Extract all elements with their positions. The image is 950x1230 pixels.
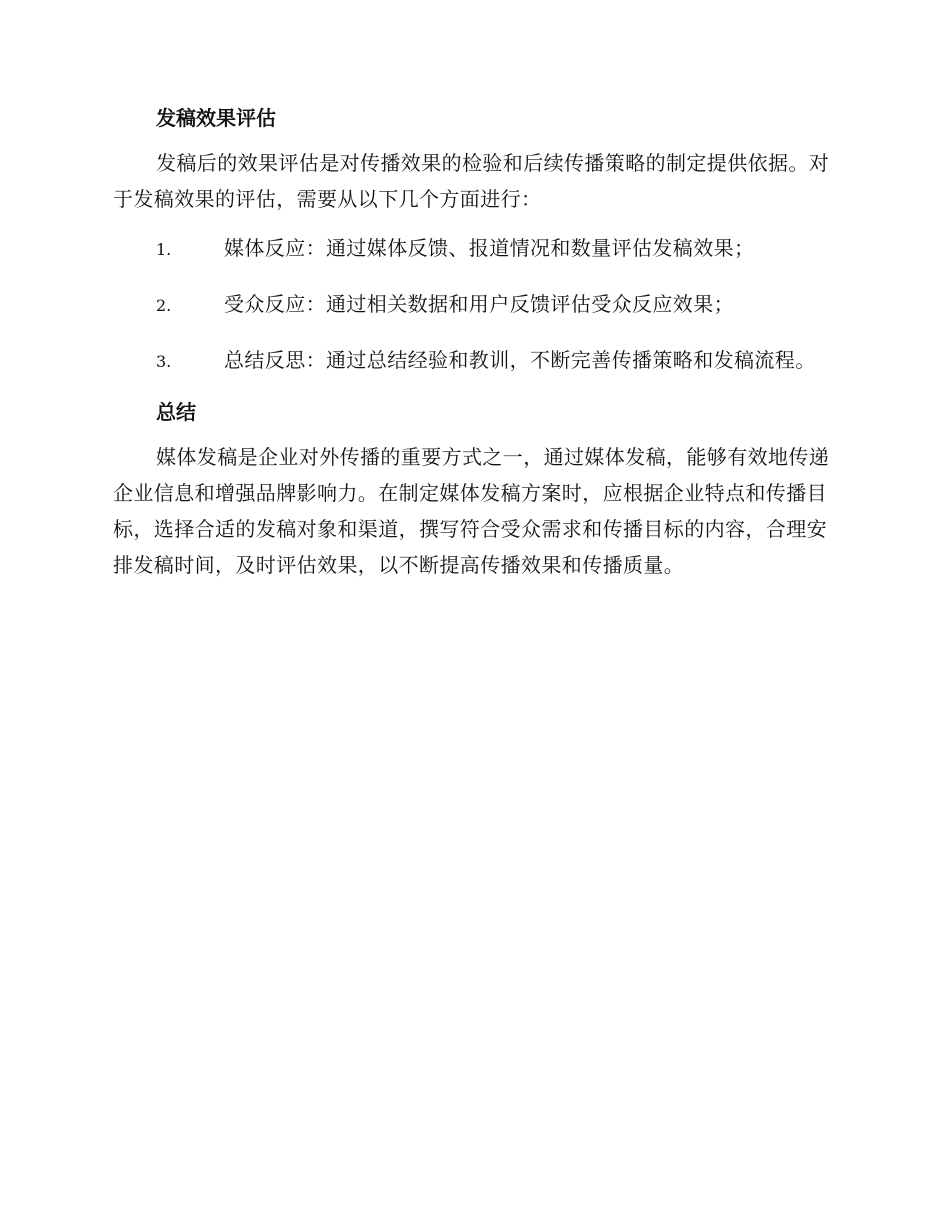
list-item-number: 2. <box>156 296 172 315</box>
list-item-text: 总结反思：通过总结经验和教训，不断完善传播策略和发稿流程。 <box>224 348 816 372</box>
list-item-text: 媒体反应：通过媒体反馈、报道情况和数量评估发稿效果； <box>224 236 755 260</box>
list-item-text: 受众反应：通过相关数据和用户反馈评估受众反应效果； <box>224 292 734 316</box>
list-item-number: 1. <box>156 240 172 259</box>
evaluation-list <box>113 230 834 380</box>
evaluation-intro-paragraph: 发稿后的效果评估是对传播效果的检验和后续传播策略的制定提供依据。对于发稿效果的评估，需要从以下几个方面进行： <box>113 151 830 211</box>
list-item <box>113 342 834 380</box>
list-item-number: 3. <box>156 352 172 371</box>
list-item <box>113 286 834 324</box>
section-heading-evaluation: 发稿效果评估 <box>156 106 276 130</box>
summary-paragraph: 媒体发稿是企业对外传播的重要方式之一，通过媒体发稿，能够有效地传递企业信息和增强品牌影响力。在制定媒体发稿方案时，应根据企业特点和传播目标，选择合适的发稿对象和渠道，撰写符合受众需求和传播目标的内容，合理安排发稿时间，及时评估效果，以不断提高传播效果和传播质量。 <box>113 445 830 577</box>
list-item <box>113 230 834 268</box>
section-heading-summary: 总结 <box>156 400 196 424</box>
